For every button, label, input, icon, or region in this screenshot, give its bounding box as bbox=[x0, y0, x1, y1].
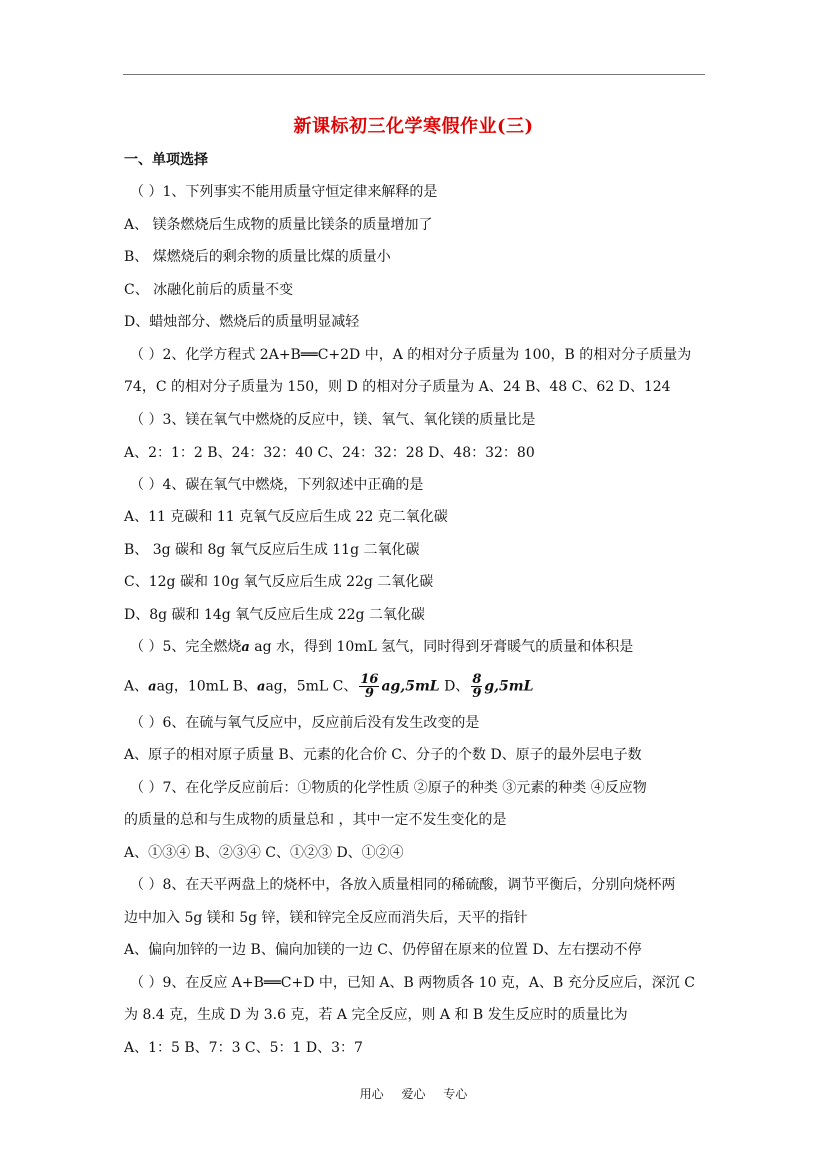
option-5d-denominator: 9 bbox=[472, 686, 482, 701]
option-5c-numerator: 16 bbox=[360, 672, 379, 687]
option-4b: B、 3g 碳和 8g 氧气反应后生成 11g 二氧化碳 bbox=[124, 542, 420, 558]
section-heading: 一、单项选择 bbox=[124, 152, 208, 168]
option-5b-variable: a bbox=[257, 679, 266, 695]
option-4c: C、12g 碳和 10g 氧气反应后生成 22g 二氧化碳 bbox=[124, 574, 434, 590]
option-1c: C、 冰融化前后的质量不变 bbox=[124, 282, 294, 298]
question-5-text-end: ag 水，得到 10mL 氢气，同时得到牙膏暖气的质量和体积是 bbox=[249, 639, 634, 655]
question-7-line-2: 的质量的总和与生成物的质量总和 ，其中一定不发生变化的是 bbox=[124, 812, 507, 828]
option-5d-fraction bbox=[471, 673, 482, 700]
question-6: （ ）6、在硫与氧气反应中，反应前后没有发生改变的是 bbox=[130, 715, 480, 731]
option-5b-text: ag，5mL C、 bbox=[265, 678, 358, 695]
question-8-line-2: 边中加入 5g 镁和 5g 锌，镁和锌完全反应而消失后，天平的指针 bbox=[124, 910, 528, 926]
option-1b: B、 煤燃烧后的剩余物的质量比煤的质量小 bbox=[124, 249, 391, 265]
page-title: 新课标初三化学寒假作业(三) bbox=[293, 116, 534, 137]
option-5d-label: D、 bbox=[439, 678, 470, 695]
option-5c-text: ag,5mL bbox=[381, 678, 440, 695]
question-9-line-1: （ ）9、在反应 A+B══C+D 中，已知 A、B 两物质各 10 克，A、B 充分反应后，深沉 C bbox=[130, 975, 695, 991]
option-5a-label: A、 bbox=[124, 678, 149, 695]
option-5a-variable: a bbox=[148, 679, 157, 695]
question-9-line-2: 为 8.4 克，生成 D 为 3.6 克，若 A 完全反应，则 A 和 B 发生反应时的质量比为 bbox=[124, 1007, 628, 1023]
question-2-line-1: （ ）2、化学方程式 2A+B══C+2D 中，A 的相对分子质量为 100，B 的相对分子质量为 bbox=[130, 347, 692, 363]
question-8-line-1: （ ）8、在天平两盘上的烧杯中，各放入质量相同的稀硫酸，调节平衡后，分别向烧杯两 bbox=[130, 877, 676, 893]
option-1d: D、蜡烛部分、燃烧后的质量明显减轻 bbox=[124, 314, 360, 330]
option-5d-numerator: 8 bbox=[472, 672, 482, 687]
option-5c-denominator: 9 bbox=[364, 686, 374, 701]
question-5 bbox=[130, 638, 633, 657]
options-5 bbox=[124, 673, 533, 700]
option-4a: A、11 克碳和 11 克氧气反应后生成 22 克二氧化碳 bbox=[124, 509, 448, 525]
question-1: （ ）1、下列事实不能用质量守恒定律来解释的是 bbox=[130, 184, 438, 200]
options-9: A、1：5 B、7：3 C、5：1 D、3：7 bbox=[124, 1040, 363, 1056]
options-7: A、①③④ B、②③④ C、①②③ D、①②④ bbox=[124, 845, 404, 861]
options-3: A、2：1：2 B、24：32：40 C、24：32：28 D、48：32：80 bbox=[124, 445, 535, 461]
header-rule bbox=[123, 74, 705, 75]
question-3: （ ）3、镁在氧气中燃烧的反应中，镁、氧气、氧化镁的质量比是 bbox=[130, 412, 536, 428]
question-5-text-start: （ ）5、完全燃烧 bbox=[130, 639, 242, 655]
options-6: A、原子的相对原子质量 B、元素的化合价 C、分子的个数 D、原子的最外层电子数 bbox=[124, 747, 642, 763]
page-footer: 用心 爱心 专心 bbox=[359, 1087, 468, 1101]
question-5-variable: a bbox=[241, 640, 250, 655]
question-2-line-2: 74，C 的相对分子质量为 150，则 D 的相对分子质量为 A、24 B、48 C、62 D、124 bbox=[124, 379, 671, 395]
options-8: A、偏向加锌的一边 B、偏向加镁的一边 C、仍停留在原来的位置 D、左右摆动不停 bbox=[124, 942, 642, 958]
question-4: （ ）4、碳在氧气中燃烧，下列叙述中正确的是 bbox=[130, 477, 424, 493]
option-1a: A、 镁条燃烧后生成物的质量比镁条的质量增加了 bbox=[124, 217, 433, 233]
option-5d-text: g,5mL bbox=[484, 678, 534, 695]
option-5c-fraction bbox=[359, 673, 379, 700]
option-5a-text: ag，10mL B、 bbox=[156, 678, 257, 695]
option-4d: D、8g 碳和 14g 氧气反应后生成 22g 二氧化碳 bbox=[124, 607, 425, 623]
question-7-line-1: （ ）7、在化学反应前后：①物质的化学性质 ②原子的种类 ③元素的种类 ④反应物 bbox=[130, 780, 647, 796]
